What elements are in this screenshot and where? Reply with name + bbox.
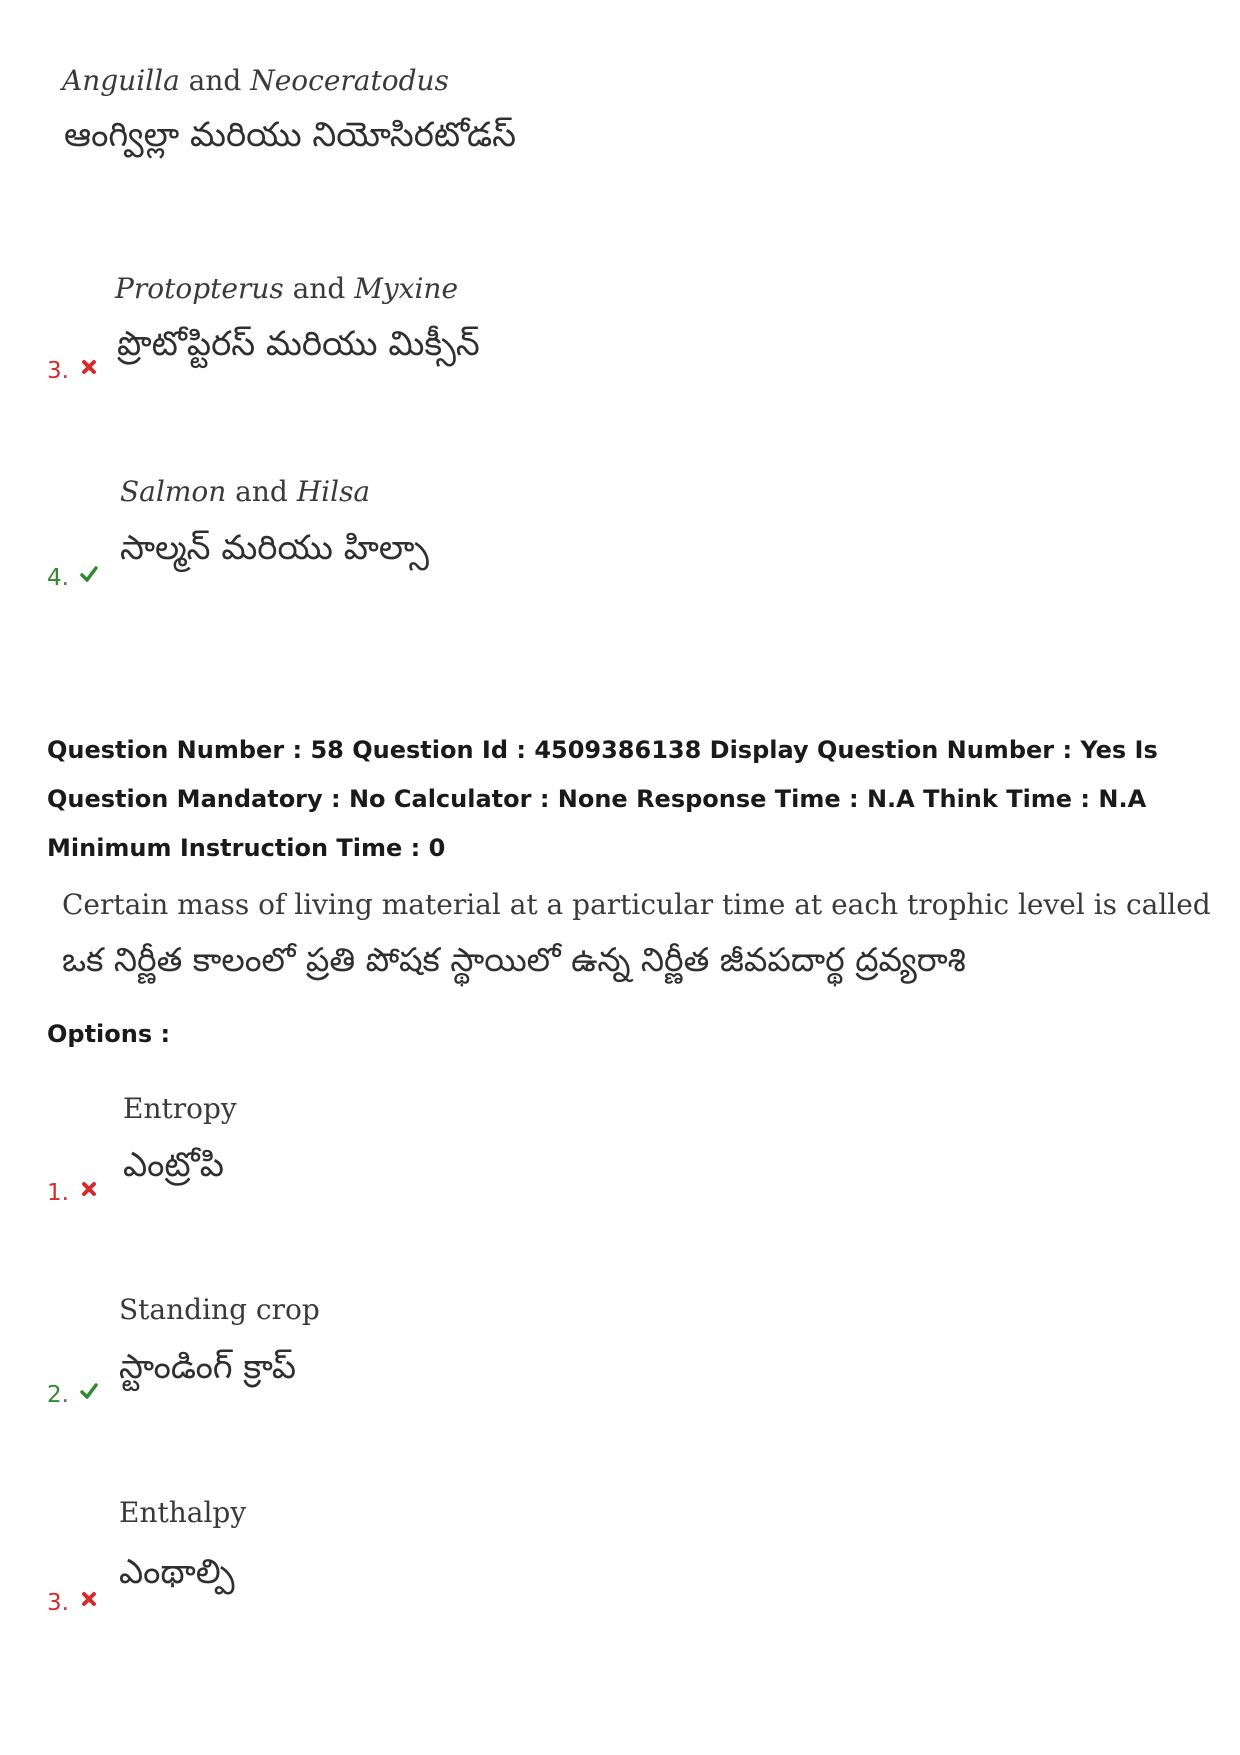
prev-option-2-english: Anguilla and Neoceratodus bbox=[62, 64, 449, 97]
prev-option-4-english: Salmon and Hilsa bbox=[120, 475, 371, 508]
option-3-telugu: ఎంథాల్పి bbox=[119, 1552, 235, 1592]
option-3-english: Enthalpy bbox=[119, 1496, 247, 1529]
question-text-english: Certain mass of living material at a particular time at each trophic level is called bbox=[62, 888, 1211, 921]
check-icon bbox=[80, 1382, 98, 1400]
prev-option-3-marker bbox=[47, 358, 98, 384]
prev-option-4-marker bbox=[47, 565, 98, 591]
option-number: 3. bbox=[47, 358, 69, 384]
options-label: Options : bbox=[47, 1020, 171, 1048]
prev-option-2-telugu: ఆంగ్విల్లా మరియు నియోసిరటోడస్ bbox=[64, 115, 517, 155]
prev-option-3-telugu: ప్రొటోప్టిరస్ మరియు మిక్సీన్ bbox=[117, 324, 480, 364]
question-meta: Question Number : 58 Question Id : 4509386138 Display Question Number : Yes Is Question Mandatory : No Calculator : None Response Time : N.A Think Time : N.A Minimum Instruction Time : 0 bbox=[47, 736, 1158, 862]
prev-option-4-telugu: సాల్మన్ మరియు హిల్సా bbox=[120, 528, 429, 568]
option-1-marker bbox=[47, 1180, 98, 1206]
option-2-telugu: స్టాండింగ్ క్రాప్ bbox=[119, 1347, 297, 1387]
cross-icon bbox=[80, 358, 98, 376]
option-number: 3. bbox=[47, 1590, 69, 1616]
option-2-marker bbox=[47, 1382, 98, 1408]
option-number: 2. bbox=[47, 1382, 69, 1408]
cross-icon bbox=[80, 1590, 98, 1608]
option-number: 4. bbox=[47, 565, 69, 591]
option-3-marker bbox=[47, 1590, 98, 1616]
option-number: 1. bbox=[47, 1180, 69, 1206]
cross-icon bbox=[80, 1180, 98, 1198]
option-2-english: Standing crop bbox=[119, 1293, 320, 1326]
option-1-telugu: ఎంట్రోపి bbox=[123, 1145, 224, 1185]
prev-option-3-english: Protopterus and Myxine bbox=[115, 272, 459, 305]
option-1-english: Entropy bbox=[123, 1092, 237, 1125]
check-icon bbox=[80, 565, 98, 583]
question-text-telugu: ఒక నిర్ణీత కాలంలో ప్రతి పోషక స్థాయిలో ఉన్న నిర్ణీత జీవపదార్థ ద్రవ్యరాశి bbox=[62, 940, 966, 979]
